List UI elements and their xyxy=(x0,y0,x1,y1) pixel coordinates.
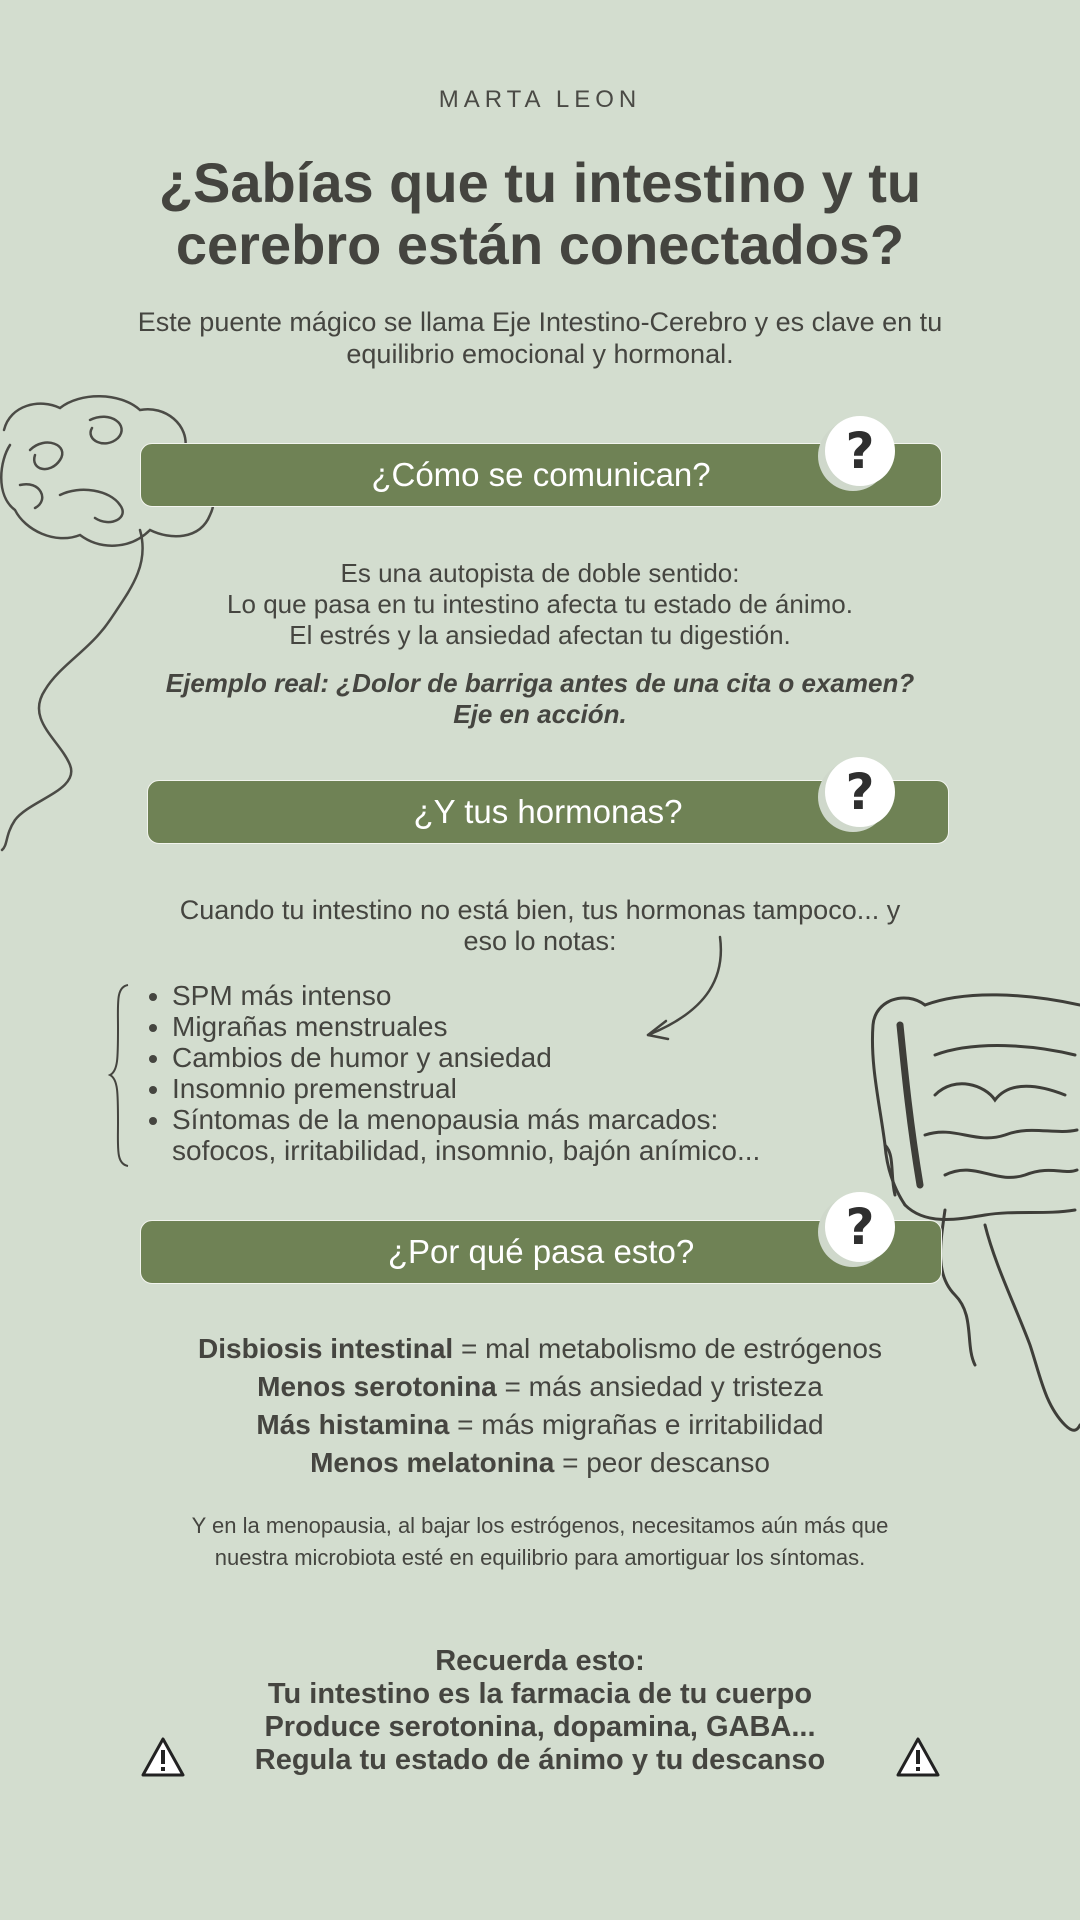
list-item: • Insomnio premenstrual xyxy=(172,1073,892,1104)
warning-icon xyxy=(895,1736,941,1778)
hormones-intro-1: Cuando tu intestino no está bien, tus hormonas tampoco... y xyxy=(179,895,901,925)
effect-term: Menos serotonina xyxy=(257,1371,497,1402)
effect-term: Disbiosis intestinal xyxy=(198,1333,454,1364)
effect-line xyxy=(100,1444,980,1482)
menopause-note-line-2: nuestra microbiota esté en equilibrio para amortiguar los síntomas. xyxy=(214,1545,866,1570)
effect-result: = más migrañas e irritabilidad xyxy=(449,1409,824,1440)
communicate-line-1: Es una autopista de doble sentido: xyxy=(340,558,740,588)
brand-name: MARTA LEON xyxy=(438,86,642,113)
effect-line xyxy=(100,1330,980,1368)
effect-line xyxy=(100,1406,980,1444)
list-item: • Migrañas menstruales xyxy=(172,1011,892,1042)
effect-term: Menos melatonina xyxy=(310,1447,555,1478)
reminder-line-1: Tu intestino es la farmacia de tu cuerpo xyxy=(267,1678,813,1710)
effect-result: = más ansiedad y tristeza xyxy=(496,1371,823,1402)
reminder-line-2: Produce serotonina, dopamina, GABA... xyxy=(264,1711,816,1743)
page-title: ¿Sabías que tu intestino y tu cerebro están conectados? xyxy=(158,151,922,276)
list-item: • SPM más intenso xyxy=(172,980,892,1011)
reminder-line-3: Regula tu estado de ánimo y tu descanso xyxy=(254,1744,826,1776)
effect-term: Más histamina xyxy=(256,1409,450,1440)
list-brace-icon xyxy=(108,983,132,1168)
list-item: • Síntomas de la menopausia más marcados: xyxy=(172,1104,892,1135)
question-mark-icon: ? xyxy=(825,1192,895,1262)
example-line-1: Ejemplo real: ¿Dolor de barriga antes de una cita o examen? xyxy=(165,668,915,698)
menopause-note-line-1: Y en la menopausia, al bajar los estrógenos, necesitamos aún más que xyxy=(191,1513,889,1538)
hormones-intro-2: eso lo notas: xyxy=(463,926,617,956)
list-item-continuation: sofocos, irritabilidad, insomnio, bajón anímico... xyxy=(172,1135,761,1166)
effects-list xyxy=(100,1330,980,1482)
effect-result: = peor descanso xyxy=(554,1447,770,1478)
warning-icon xyxy=(140,1736,186,1778)
symptom-list xyxy=(144,980,892,1166)
communicate-line-2: Lo que pasa en tu intestino afecta tu estado de ánimo. xyxy=(227,589,853,619)
effect-line xyxy=(100,1368,980,1406)
reminder-block xyxy=(150,1645,930,1777)
question-mark-icon: ? xyxy=(825,757,895,827)
reminder-title: Recuerda esto: xyxy=(435,1645,645,1677)
list-item: • Cambios de humor y ansiedad xyxy=(172,1042,892,1073)
section-heading-hormones: ¿Y tus hormonas? xyxy=(147,780,949,844)
section-heading-communicate: ¿Cómo se comunican? xyxy=(140,443,942,507)
question-mark-icon: ? xyxy=(825,416,895,486)
communicate-line-3: El estrés y la ansiedad afectan tu digestión. xyxy=(289,620,791,650)
menopause-note xyxy=(100,1510,980,1574)
section-heading-why: ¿Por qué pasa esto? xyxy=(140,1220,942,1284)
example-line-2: Eje en acción. xyxy=(453,699,627,729)
page-subtitle: Este puente mágico se llama Eje Intestino-Cerebro y es clave en tu equilibrio emocional y hormonal. xyxy=(137,307,943,369)
effect-result: = mal metabolismo de estrógenos xyxy=(453,1333,882,1364)
